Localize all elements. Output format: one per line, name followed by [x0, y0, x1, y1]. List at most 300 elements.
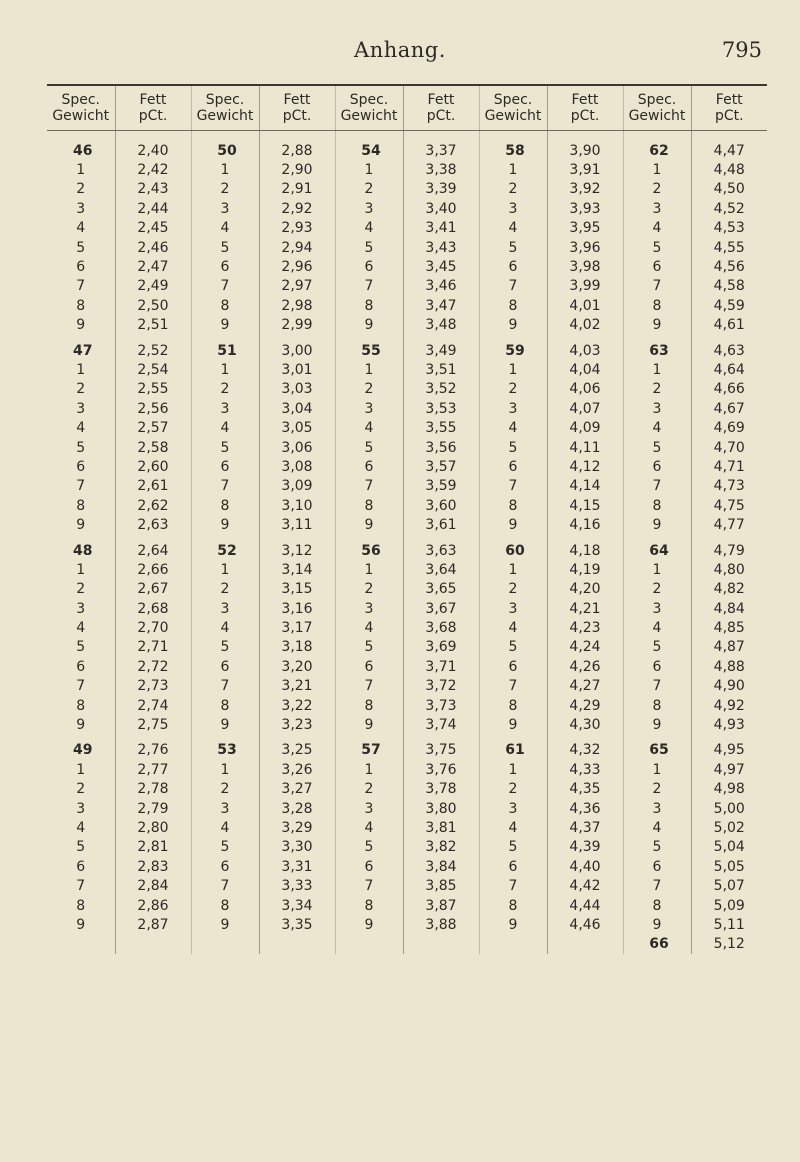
fett-pct-cell: 4,14 [547, 477, 623, 496]
table-row [47, 599, 767, 618]
column-header-line: Spec. [637, 92, 677, 108]
fett-pct-cell: 4,36 [547, 799, 623, 818]
fett-pct-cell: 2,87 [115, 915, 191, 934]
spec-gewicht-cell: 7 [479, 876, 547, 895]
spec-gewicht-cell: 1 [47, 160, 115, 179]
spec-gewicht-cell: 8 [623, 696, 691, 715]
fett-pct-cell: 2,63 [115, 515, 191, 534]
fett-pct-cell: 2,52 [115, 341, 191, 360]
fett-pct-cell: 3,52 [403, 380, 479, 399]
spec-gewicht-cell: 3 [47, 599, 115, 618]
table-row [47, 657, 767, 676]
spec-gewicht-cell: 3 [623, 799, 691, 818]
spec-gewicht-cell: 9 [191, 515, 259, 534]
fett-pct-cell: 3,85 [403, 876, 479, 895]
spec-gewicht-cell: 9 [623, 316, 691, 335]
spec-gewicht-cell: 59 [479, 341, 547, 360]
spec-gewicht-cell: 9 [479, 915, 547, 934]
table-row [47, 141, 767, 160]
fett-pct-cell: 2,96 [259, 257, 335, 276]
column-header-fett-pct [115, 85, 191, 131]
spec-gewicht-cell: 1 [335, 560, 403, 579]
fett-pct-cell: 2,44 [115, 199, 191, 218]
spec-gewicht-cell: 9 [623, 915, 691, 934]
fett-pct-cell: 2,61 [115, 477, 191, 496]
spec-gewicht-cell: 61 [479, 741, 547, 760]
spec-gewicht-cell: 1 [47, 360, 115, 379]
fett-pct-cell: 3,26 [259, 760, 335, 779]
fett-pct-cell: 3,25 [259, 741, 335, 760]
spec-gewicht-cell: 6 [623, 457, 691, 476]
fett-pct-cell: 4,06 [547, 380, 623, 399]
spec-gewicht-cell: 6 [335, 857, 403, 876]
spec-gewicht-cell: 3 [479, 799, 547, 818]
spec-gewicht-cell: 1 [191, 360, 259, 379]
fett-pct-cell: 4,01 [547, 296, 623, 315]
spec-gewicht-cell: 6 [191, 657, 259, 676]
fett-pct-cell: 3,81 [403, 818, 479, 837]
fett-pct-cell: 2,49 [115, 277, 191, 296]
spec-gewicht-cell: 5 [479, 238, 547, 257]
column-header-line: Gewicht [484, 108, 542, 124]
fett-pct-cell: 3,10 [259, 496, 335, 515]
fett-pct-cell: 4,69 [713, 420, 745, 437]
spec-gewicht-cell: 3 [335, 199, 403, 218]
fett-pct-cell: 4,48 [713, 162, 745, 179]
fett-pct-cell: 2,68 [115, 599, 191, 618]
fett-pct-cell: 4,46 [547, 915, 623, 934]
spec-gewicht-cell: 6 [191, 257, 259, 276]
spec-gewicht-cell: 7 [479, 277, 547, 296]
fett-pct-cell: 3,34 [259, 896, 335, 915]
fett-pct-cell: 4,97 [713, 761, 745, 778]
spec-gewicht-cell: 1 [335, 360, 403, 379]
spec-gewicht-cell: 4 [191, 219, 259, 238]
table-header-row [47, 85, 767, 131]
spec-gewicht-cell: 4 [479, 618, 547, 637]
table-row [47, 818, 767, 837]
spec-gewicht-cell: 7 [623, 677, 691, 696]
table-row [47, 360, 767, 379]
fett-pct-cell: 3,63 [403, 541, 479, 560]
fett-pct-cell: 4,09 [547, 418, 623, 437]
fett-pct-cell: 2,79 [115, 799, 191, 818]
fett-pct-cell: 2,62 [115, 496, 191, 515]
fett-pct-cell: 2,83 [115, 857, 191, 876]
fett-pct-cell: 4,98 [713, 781, 745, 798]
table-row [47, 399, 767, 418]
fett-pct-cell: 3,39 [403, 180, 479, 199]
column-header-fett-pct [403, 85, 479, 131]
fett-pct-cell: 4,11 [547, 438, 623, 457]
spec-gewicht-cell: 8 [335, 296, 403, 315]
spec-gewicht-cell: 7 [191, 677, 259, 696]
table-row [47, 180, 767, 199]
fett-pct-cell: 2,73 [115, 677, 191, 696]
spec-gewicht-cell: 4 [623, 418, 691, 437]
fett-pct-cell: 3,01 [259, 360, 335, 379]
fett-pct-cell: 5,11 [713, 916, 745, 933]
fett-pct-cell: 2,93 [259, 219, 335, 238]
table-row [47, 380, 767, 399]
spec-gewicht-cell: 3 [479, 199, 547, 218]
fett-pct-cell: 2,97 [259, 277, 335, 296]
column-header-line: Fett [139, 92, 167, 108]
fett-pct-cell: 3,31 [259, 857, 335, 876]
page-title: Anhang. [354, 38, 446, 62]
fett-pct-cell [403, 935, 479, 954]
fett-pct-cell: 3,91 [547, 160, 623, 179]
fett-pct-cell: 2,42 [115, 160, 191, 179]
fett-pct-cell: 3,03 [259, 380, 335, 399]
fett-pct-cell: 3,47 [403, 296, 479, 315]
fett-pct-cell: 4,64 [713, 361, 745, 378]
spec-gewicht-cell: 8 [479, 496, 547, 515]
spec-gewicht-cell: 2 [479, 380, 547, 399]
spec-gewicht-cell: 2 [47, 780, 115, 799]
column-header-spec-gewicht [479, 85, 547, 131]
spec-gewicht-cell: 4 [335, 618, 403, 637]
spec-gewicht-cell: 6 [47, 257, 115, 276]
spec-gewicht-cell: 5 [47, 238, 115, 257]
fett-pct-cell: 2,75 [115, 715, 191, 734]
fett-pct-cell: 4,56 [713, 259, 745, 276]
spec-gewicht-cell: 62 [623, 141, 691, 160]
spec-gewicht-cell: 2 [47, 580, 115, 599]
spec-gewicht-cell: 3 [191, 199, 259, 218]
spec-gewicht-cell: 2 [623, 180, 691, 199]
spec-gewicht-cell: 3 [623, 599, 691, 618]
spec-gewicht-cell: 5 [335, 238, 403, 257]
spec-gewicht-cell: 1 [335, 160, 403, 179]
spec-gewicht-cell: 3 [335, 799, 403, 818]
spec-gewicht-cell: 6 [335, 657, 403, 676]
spec-gewicht-cell: 5 [479, 838, 547, 857]
spec-gewicht-cell: 5 [47, 438, 115, 457]
spec-gewicht-cell: 5 [335, 838, 403, 857]
column-header-spec-gewicht [191, 85, 259, 131]
fett-pct-cell: 3,15 [259, 580, 335, 599]
spec-gewicht-cell: 6 [623, 657, 691, 676]
spec-gewicht-cell: 6 [191, 457, 259, 476]
spec-gewicht-cell: 50 [191, 141, 259, 160]
fett-pct-cell: 3,06 [259, 438, 335, 457]
fett-pct-cell: 2,74 [115, 696, 191, 715]
fett-pct-cell: 3,28 [259, 799, 335, 818]
fett-pct-cell: 3,04 [259, 399, 335, 418]
table-row [47, 418, 767, 437]
spec-gewicht-cell: 9 [47, 715, 115, 734]
spec-gewicht-cell: 1 [47, 560, 115, 579]
column-header-line: pCt. [570, 108, 600, 124]
spec-gewicht-cell: 60 [479, 541, 547, 560]
spec-gewicht-cell: 9 [47, 915, 115, 934]
spec-gewicht-cell: 6 [191, 857, 259, 876]
fett-pct-cell: 4,16 [547, 515, 623, 534]
fett-pct-cell: 3,08 [259, 457, 335, 476]
spec-gewicht-cell: 1 [47, 760, 115, 779]
fett-pct-cell: 3,71 [403, 657, 479, 676]
spec-gewicht-cell: 6 [47, 857, 115, 876]
fett-pct-cell: 4,19 [547, 560, 623, 579]
fett-pct-cell: 3,00 [259, 341, 335, 360]
column-header-spec-gewicht [335, 85, 403, 131]
fett-pct-cell: 5,07 [713, 878, 745, 895]
spec-gewicht-cell: 9 [335, 515, 403, 534]
spec-gewicht-cell: 6 [479, 657, 547, 676]
fett-pct-cell: 2,51 [115, 316, 191, 335]
table-row [47, 477, 767, 496]
spec-gewicht-cell: 1 [479, 560, 547, 579]
fett-pct-cell: 3,67 [403, 599, 479, 618]
spec-gewicht-cell: 2 [623, 780, 691, 799]
table-row [47, 618, 767, 637]
fett-pct-cell: 3,68 [403, 618, 479, 637]
spec-gewicht-cell: 2 [191, 780, 259, 799]
spec-gewicht-cell: 1 [623, 760, 691, 779]
spec-gewicht-cell: 66 [623, 935, 691, 954]
spec-gewicht-cell: 5 [47, 638, 115, 657]
spec-gewicht-cell: 2 [335, 580, 403, 599]
spec-gewicht-cell: 9 [191, 915, 259, 934]
column-header-line: Fett [283, 92, 311, 108]
spec-gewicht-cell: 64 [623, 541, 691, 560]
spec-gewicht-cell: 2 [623, 580, 691, 599]
fett-pct-cell: 3,64 [403, 560, 479, 579]
fett-pct-cell: 3,22 [259, 696, 335, 715]
fett-pct-cell: 2,66 [115, 560, 191, 579]
spec-gewicht-cell: 8 [623, 896, 691, 915]
fett-pct-cell: 4,42 [547, 876, 623, 895]
spec-gewicht-cell: 8 [479, 296, 547, 315]
table-row [47, 760, 767, 779]
fett-pct-cell: 2,78 [115, 780, 191, 799]
spec-gewicht-cell: 4 [335, 418, 403, 437]
fett-pct-cell: 3,23 [259, 715, 335, 734]
fett-pct-cell: 3,73 [403, 696, 479, 715]
spec-gewicht-cell: 3 [191, 799, 259, 818]
column-header-line: Spec. [493, 92, 533, 108]
fett-pct-cell: 3,65 [403, 580, 479, 599]
fett-pct-cell: 2,71 [115, 638, 191, 657]
page-header [0, 30, 800, 70]
fett-pct-cell: 3,78 [403, 780, 479, 799]
spec-gewicht-cell: 8 [623, 496, 691, 515]
spec-gewicht-cell: 52 [191, 541, 259, 560]
fett-pct-cell: 3,84 [403, 857, 479, 876]
spec-gewicht-cell: 7 [47, 876, 115, 895]
table-row [47, 296, 767, 315]
fett-pct-cell: 2,84 [115, 876, 191, 895]
spec-gewicht-cell: 4 [479, 818, 547, 837]
fett-pct-cell: 2,56 [115, 399, 191, 418]
fett-pct-cell: 4,87 [713, 639, 745, 656]
spec-gewicht-cell: 7 [623, 277, 691, 296]
fett-pct-cell: 3,12 [259, 541, 335, 560]
spec-gewicht-cell: 2 [191, 380, 259, 399]
spec-gewicht-cell: 4 [191, 818, 259, 837]
fett-pct-cell: 3,33 [259, 876, 335, 895]
fett-pct-cell: 3,09 [259, 477, 335, 496]
fett-pct-cell: 3,40 [403, 199, 479, 218]
spec-gewicht-cell: 8 [191, 896, 259, 915]
spec-gewicht-cell: 46 [47, 141, 115, 160]
spec-gewicht-cell: 4 [47, 219, 115, 238]
fett-pct-cell: 4,32 [547, 741, 623, 760]
fett-pct-cell: 2,92 [259, 199, 335, 218]
fett-pct-cell: 4,12 [547, 457, 623, 476]
fat-content-table [47, 84, 767, 954]
table-row [47, 741, 767, 760]
spec-gewicht-cell: 5 [191, 238, 259, 257]
spec-gewicht-cell: 3 [191, 599, 259, 618]
fett-pct-cell: 5,00 [713, 800, 745, 817]
spec-gewicht-cell: 53 [191, 741, 259, 760]
spec-gewicht-cell: 9 [191, 316, 259, 335]
fett-pct-cell: 4,79 [713, 542, 745, 559]
fett-pct-cell: 3,37 [403, 141, 479, 160]
table-row [47, 438, 767, 457]
fett-pct-cell: 3,98 [547, 257, 623, 276]
spec-gewicht-cell: 8 [623, 296, 691, 315]
fett-pct-cell: 2,72 [115, 657, 191, 676]
column-header-line: Fett [715, 92, 743, 108]
table-row [47, 799, 767, 818]
fett-pct-cell: 2,88 [259, 141, 335, 160]
fett-pct-cell: 2,77 [115, 760, 191, 779]
fett-pct-cell [115, 935, 191, 954]
fett-pct-cell: 4,40 [547, 857, 623, 876]
spec-gewicht-cell: 9 [335, 715, 403, 734]
table-row [47, 935, 767, 954]
fett-pct-cell: 4,44 [547, 896, 623, 915]
table-row [47, 541, 767, 560]
fett-pct-cell: 3,75 [403, 741, 479, 760]
fett-pct-cell: 4,95 [713, 742, 745, 759]
table-row [47, 696, 767, 715]
table-row [47, 638, 767, 657]
fett-pct-cell: 2,47 [115, 257, 191, 276]
spec-gewicht-cell: 7 [623, 876, 691, 895]
fett-pct-cell: 3,60 [403, 496, 479, 515]
fett-pct-cell: 4,70 [713, 439, 745, 456]
fett-pct-cell: 4,15 [547, 496, 623, 515]
spec-gewicht-cell: 1 [623, 160, 691, 179]
spec-gewicht-cell: 8 [47, 696, 115, 715]
spec-gewicht-cell: 5 [479, 638, 547, 657]
spec-gewicht-cell: 4 [479, 219, 547, 238]
fett-pct-cell: 4,23 [547, 618, 623, 637]
fett-pct-cell: 4,26 [547, 657, 623, 676]
column-header-line: Gewicht [196, 108, 254, 124]
fett-pct-cell: 4,61 [713, 317, 745, 334]
spec-gewicht-cell: 7 [335, 477, 403, 496]
spec-gewicht-cell: 2 [335, 380, 403, 399]
spec-gewicht-cell: 63 [623, 341, 691, 360]
spec-gewicht-cell: 8 [47, 896, 115, 915]
fett-pct-cell: 4,67 [713, 400, 745, 417]
spec-gewicht-cell: 55 [335, 341, 403, 360]
fett-pct-cell: 2,76 [115, 741, 191, 760]
spec-gewicht-cell: 48 [47, 541, 115, 560]
spec-gewicht-cell: 2 [47, 380, 115, 399]
fett-pct-cell: 3,55 [403, 418, 479, 437]
spec-gewicht-cell: 2 [191, 180, 259, 199]
column-header-line: Spec. [61, 92, 101, 108]
spec-gewicht-cell: 8 [479, 896, 547, 915]
spec-gewicht-cell: 2 [335, 180, 403, 199]
spec-gewicht-cell: 5 [479, 438, 547, 457]
fett-pct-cell: 4,53 [713, 220, 745, 237]
spec-gewicht-cell: 5 [335, 638, 403, 657]
table-row [47, 896, 767, 915]
fett-pct-cell: 5,02 [713, 819, 745, 836]
fett-pct-cell: 4,33 [547, 760, 623, 779]
specific-gravity-fat-table [47, 84, 767, 954]
table-row [47, 160, 767, 179]
fett-pct-cell: 3,96 [547, 238, 623, 257]
spec-gewicht-cell: 7 [191, 477, 259, 496]
fett-pct-cell: 4,30 [547, 715, 623, 734]
spec-gewicht-cell: 7 [47, 677, 115, 696]
fett-pct-cell: 3,29 [259, 818, 335, 837]
fett-pct-cell: 3,82 [403, 838, 479, 857]
fett-pct-cell: 4,93 [713, 717, 745, 734]
spec-gewicht-cell: 1 [623, 360, 691, 379]
table-row [47, 199, 767, 218]
spec-gewicht-cell: 9 [479, 715, 547, 734]
spec-gewicht-cell: 7 [335, 277, 403, 296]
fett-pct-cell: 4,92 [713, 697, 745, 714]
fett-pct-cell: 3,46 [403, 277, 479, 296]
fett-pct-cell: 4,88 [713, 658, 745, 675]
table-row [47, 838, 767, 857]
fett-pct-cell: 2,94 [259, 238, 335, 257]
fett-pct-cell: 3,38 [403, 160, 479, 179]
spec-gewicht-cell: 4 [47, 818, 115, 837]
fett-pct-cell: 3,76 [403, 760, 479, 779]
spec-gewicht-cell: 2 [191, 580, 259, 599]
column-header-line: Spec. [205, 92, 245, 108]
fett-pct-cell: 4,55 [713, 239, 745, 256]
spec-gewicht-cell: 1 [479, 360, 547, 379]
spec-gewicht-cell: 8 [47, 296, 115, 315]
spec-gewicht-cell: 9 [191, 715, 259, 734]
fett-pct-cell: 2,45 [115, 219, 191, 238]
spec-gewicht-cell [191, 935, 259, 954]
spec-gewicht-cell: 65 [623, 741, 691, 760]
fett-pct-cell: 2,67 [115, 580, 191, 599]
fett-pct-cell: 3,45 [403, 257, 479, 276]
fett-pct-cell: 4,18 [547, 541, 623, 560]
fett-pct-cell: 4,63 [713, 342, 745, 359]
fett-pct-cell: 2,80 [115, 818, 191, 837]
table-row [47, 715, 767, 734]
spec-gewicht-cell: 4 [191, 618, 259, 637]
table-row [47, 496, 767, 515]
spec-gewicht-cell: 8 [191, 296, 259, 315]
spec-gewicht-cell: 3 [479, 599, 547, 618]
column-header-line: pCt. [282, 108, 312, 124]
fett-pct-cell: 3,20 [259, 657, 335, 676]
column-header-spec-gewicht [623, 85, 691, 131]
spec-gewicht-cell: 49 [47, 741, 115, 760]
fett-pct-cell: 3,93 [547, 199, 623, 218]
fett-pct-cell [547, 935, 623, 954]
fett-pct-cell: 2,43 [115, 180, 191, 199]
table-row [47, 780, 767, 799]
spec-gewicht-cell: 6 [479, 857, 547, 876]
